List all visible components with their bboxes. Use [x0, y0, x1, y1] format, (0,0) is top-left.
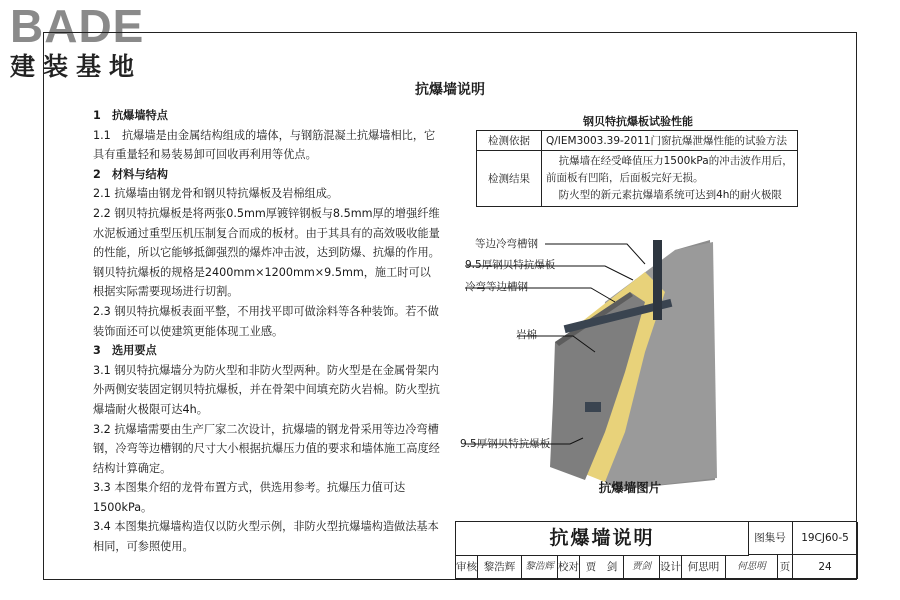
callout-label: 等边冷弯槽钢 — [475, 238, 538, 250]
table-key: 检测结果 — [477, 151, 542, 207]
paragraph: 3.3 本图集介绍的龙骨布置方式，供选用参考。抗爆压力值可达1500kPa。 — [93, 481, 406, 514]
table-value-line: 防火型的新元素抗爆墙系统可达到4h的耐火极限 — [558, 189, 782, 201]
paragraph: 3.4 本图集抗爆墙构造仅以防火型示例，非防火型抗爆墙构造做法基本相同，可参照使用。 — [93, 520, 439, 554]
table-value: Q/IEM3003.39-2011门窗抗爆泄爆性能的试验方法 — [542, 131, 798, 151]
title-block — [455, 521, 857, 580]
logo-brand-text: BADE — [10, 0, 145, 52]
designer-name: 何思明 — [682, 555, 726, 579]
logo-subtitle: 建装基地 — [10, 52, 143, 81]
callout-label: 冷弯等边槽钢 — [465, 281, 528, 293]
page-title: 抗爆墙说明 — [415, 82, 485, 98]
callout-label: 9.5厚钢贝特抗爆板 — [460, 438, 551, 450]
table-key: 检测依据 — [477, 131, 542, 151]
paragraph: 1.1 抗爆墙是由金属结构组成的墙体，与钢筋混凝土抗爆墙相比，它具有重量轻和易装易卸可回收再利用等优点。 — [93, 128, 436, 162]
callout-label: 9.5厚钢贝特抗爆板 — [465, 259, 556, 271]
paragraph: 3.1 钢贝特抗爆墙分为防火型和非防火型两种。防火型是在金属骨架内外两侧安装固定钢贝特抗爆板，并在骨架中间填充防火岩棉。防火型抗爆墙耐火极限可达4h。 — [93, 363, 440, 416]
illustration-title: 抗爆墙图片 — [598, 480, 662, 495]
drawing-title: 抗爆墙说明 — [456, 522, 749, 556]
description-text — [93, 106, 441, 557]
design-label: 设计 — [660, 555, 682, 579]
reviewer-signature: 黎浩辉 — [522, 555, 558, 579]
paragraph: 2.2 钢贝特抗爆板是将两张0.5mm厚镀锌钢板与8.5mm厚的增强纤维水泥板通过重型压机压制复合而成的板材。由于其具有的高效吸收能量的性能，所以它能够抵御强烈的爆炸冲击波，达到防爆、抗爆的作用。钢贝特抗爆板的规格是2400mm×1200mm×9.5mm，施工时可以根据实际需要现场进行切割。 — [93, 206, 440, 299]
reviewer-name: 黎浩辉 — [478, 555, 522, 579]
channel-steel-vertical — [653, 240, 662, 320]
table-row — [477, 131, 798, 151]
callout-label: 岩棉 — [516, 329, 537, 341]
atlas-label: 图集号 — [748, 522, 793, 555]
atlas-number: 19CJ60-5 — [793, 522, 858, 555]
checker-name: 贾 剑 — [580, 555, 624, 579]
performance-table-title: 钢贝特抗爆板试验性能 — [583, 115, 693, 128]
section-heading: 3 选用要点 — [93, 344, 157, 358]
table-value-line: 抗爆墙在经受峰值压力1500kPa的冲击波作用后，前面板有凹陷，后面板完好无损。 — [546, 155, 793, 184]
performance-table — [476, 130, 798, 207]
table-row — [477, 151, 798, 207]
section-heading: 2 材料与结构 — [93, 167, 168, 181]
checker-signature: 贾剑 — [624, 555, 660, 579]
table-value — [542, 151, 798, 207]
paragraph: 3.2 抗爆墙需要由生产厂家二次设计，抗爆墙的钢龙骨采用等边冷弯槽钢，冷弯等边槽钢的尺寸大小根据抗爆压力值的要求和墙体施工高度经结构计算确定。 — [93, 422, 440, 475]
section-heading: 1 抗爆墙特点 — [93, 109, 168, 122]
page-number: 24 — [793, 555, 858, 579]
page-label: 页 — [778, 555, 793, 579]
check-label: 校对 — [558, 555, 580, 579]
review-label: 审核 — [456, 555, 478, 579]
paragraph: 2.1 抗爆墙由钢龙骨和钢贝特抗爆板及岩棉组成。 — [93, 187, 339, 201]
paragraph: 2.3 钢贝特抗爆板表面平整，不用找平即可做涂料等各种装饰。若不做装饰面还可以使建筑更能体现工业感。 — [93, 304, 439, 338]
channel-steel-lower — [585, 402, 601, 412]
designer-signature: 何思明 — [726, 555, 778, 579]
